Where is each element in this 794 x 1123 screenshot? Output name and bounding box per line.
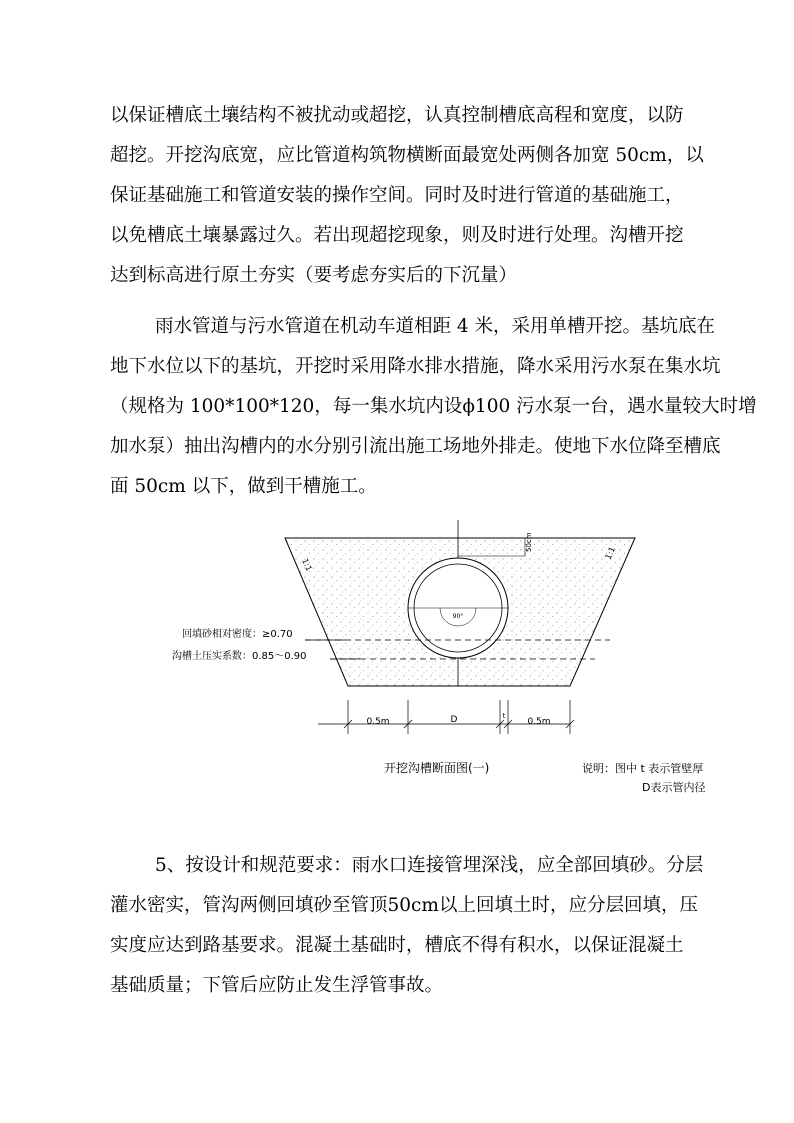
paragraph-1-line-1: 以保证槽底土壤结构不被扰动或超挖，认真控制槽底高程和宽度，以防 xyxy=(110,105,684,126)
top-dimension-label: 50cm xyxy=(525,532,533,552)
trench-section-diagram xyxy=(150,512,730,802)
paragraph-3-line-2: 灌水密实，管沟两侧回填砂至管顶50cm以上回填土时，应分层回填，压 xyxy=(110,895,698,916)
paragraph-1 xyxy=(110,96,720,296)
paragraph-1-line-4: 以免槽底土壤暴露过久。若出现超挖现象，则及时进行处理。沟槽开挖 xyxy=(110,225,684,246)
paragraph-2-line-5: 面 50cm 以下，做到干槽施工。 xyxy=(110,476,377,497)
paragraph-2-line-3: （规格为 100*100*120，每一集水坑内设ϕ100 污水泵一台，遇水量较大时增 xyxy=(110,396,757,417)
paragraph-1-line-3: 保证基础施工和管道安装的操作空间。同时及时进行管道的基础施工， xyxy=(110,185,684,206)
paragraph-2-line-4: 加水泵）抽出沟槽内的水分别引流出施工场地外排走。使地下水位降至槽底 xyxy=(110,436,721,457)
paragraph-2-line-1: 雨水管道与污水管道在机动车道相距 4 米，采用单槽开挖。基坑底在 xyxy=(155,316,716,337)
backfill-density-label: 回填砂相对密度：≥0.70 xyxy=(182,629,293,640)
paragraph-3-line-1: 5、按设计和规范要求：雨水口连接管埋深浅，应全部回填砂。分层 xyxy=(155,855,704,876)
paragraph-1-line-2: 超挖。开挖沟底宽，应比管道构筑物横断面最宽处两侧各加宽 50cm，以 xyxy=(110,145,704,166)
slope-right-label: 1:1 xyxy=(603,545,618,561)
compaction-coefficient-label: 沟槽土压实系数：0.85～0.90 xyxy=(172,651,307,662)
dim-right-label: 0.5m xyxy=(527,717,551,727)
paragraph-3 xyxy=(110,846,720,1006)
paragraph-1-line-5: 达到标高进行原土夯实（要考虑夯实后的下沉量） xyxy=(110,265,518,286)
paragraph-3-line-4: 基础质量；下管后应防止发生浮管事故。 xyxy=(110,975,444,996)
paragraph-2-line-2: 地下水位以下的基坑，开挖时采用降水排水措施，降水采用污水泵在集水坑 xyxy=(110,356,721,377)
paragraph-2 xyxy=(110,307,757,507)
paragraph-3-line-3: 实度应达到路基要求。混凝土基础时，槽底不得有积水，以保证混凝土 xyxy=(110,935,684,956)
dim-t-label: t xyxy=(502,712,506,720)
slope-left-label: 1:1 xyxy=(300,557,314,573)
dim-center-label: D xyxy=(450,715,458,725)
figure-note-1: 说明：图中 t 表示管壁厚 xyxy=(582,762,704,775)
figure-caption: 开挖沟槽断面图(一) xyxy=(384,761,490,775)
bedding-angle-label: 90° xyxy=(452,613,464,620)
dim-left-label: 0.5m xyxy=(366,717,390,727)
figure-note-2: D表示管内径 xyxy=(642,781,706,794)
